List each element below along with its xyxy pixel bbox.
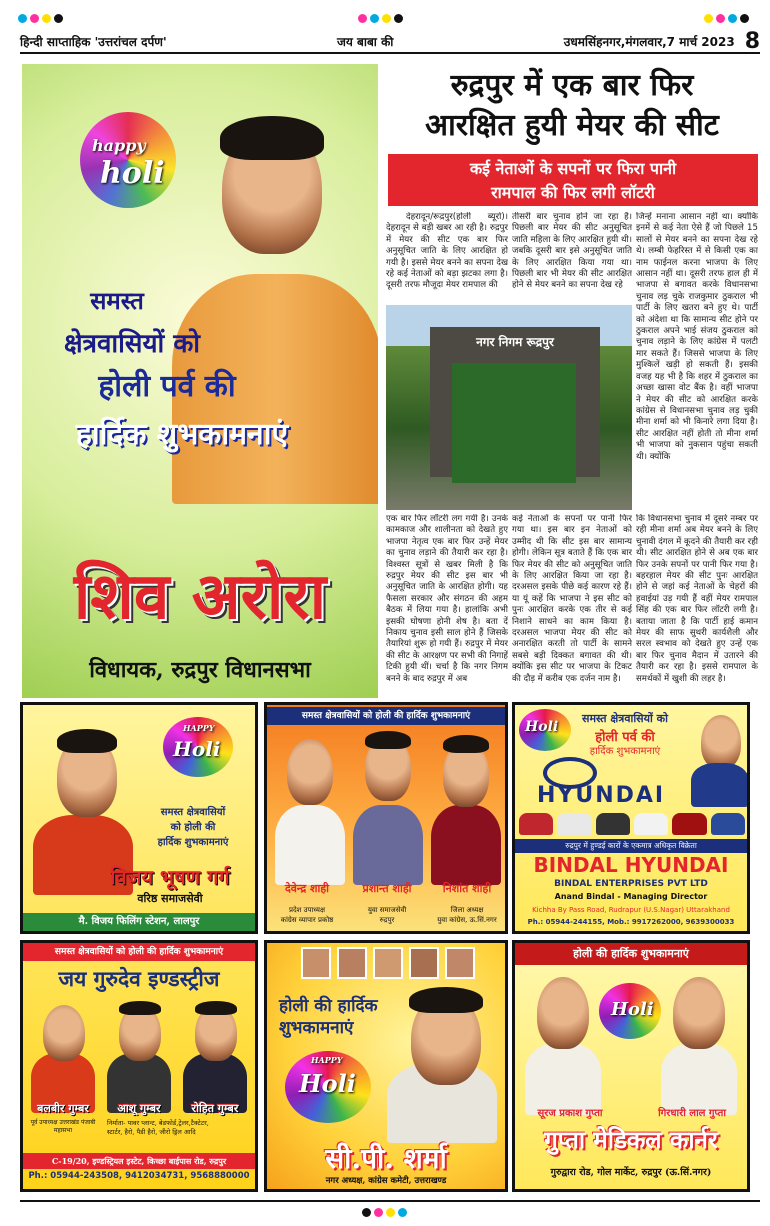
person-1-role-1: प्रदेश उपाध्यक्ष bbox=[288, 906, 326, 914]
person-2-hair bbox=[365, 731, 411, 749]
person-3-body bbox=[431, 805, 501, 885]
person-3-role bbox=[427, 905, 507, 925]
vbg-name: विजय भूषण गर्ग bbox=[110, 865, 230, 889]
headline bbox=[384, 66, 760, 146]
jai-banner: समस्त क्षेत्रवासियों को होली की हार्दिक शुभकामनाएं bbox=[23, 943, 255, 961]
happy-text: happy bbox=[92, 136, 146, 155]
greeting-line-1: समस्त bbox=[90, 286, 144, 315]
person-2-role bbox=[347, 905, 427, 925]
greeting-line-3: होली पर्व की bbox=[98, 369, 236, 404]
hyundai-greeting-3: हार्दिक शुभकामनाएं bbox=[589, 746, 661, 757]
gupta-medical-ad bbox=[512, 940, 750, 1192]
subheadline-box bbox=[388, 154, 758, 206]
cp-greeting-2: शुभकामनाएं bbox=[279, 1018, 354, 1038]
registration-dots-bottom bbox=[362, 1208, 407, 1217]
photo-sign-text: नगर निगम रूद्रपुर bbox=[476, 335, 554, 349]
md-portrait-body bbox=[691, 763, 749, 807]
cp-greeting-1: होली की हार्दिक bbox=[279, 996, 378, 1016]
vbg-greeting-1: समस्त क्षेत्रवासियों bbox=[160, 807, 226, 818]
hyundai-tagline: रुद्रपुर में हुण्डई कारों के एकमात्र अधिकृत विक्रेता bbox=[515, 839, 747, 853]
vbg-footer: मै. विजय फिलिंग स्टेशन, लालपुर bbox=[23, 913, 255, 931]
article-col-2: तीसरी बार चुनाव होने जा रहा है। पिछली बार मेयर की सीट अनुसूचित जाति महिला के लिए आरक्षित हुयी थी। जबकि दूसरी बार इसे अनुसूचित जाति के लिए आरक्षित किया गया था। पिछली बार भी मेयर की सीट आरक्षित होने से मेयर बनने का सपना देख रहे bbox=[512, 212, 632, 291]
car-row bbox=[519, 813, 745, 835]
vbg-greeting-2: को होली की bbox=[170, 822, 216, 833]
jai-address: C-19/20, इण्डस्ट्रियल इस्टेट, किच्छा बाईपास रोड, रुद्रपुर bbox=[23, 1153, 255, 1169]
hyundai-greeting-2: होली पर्व की bbox=[595, 730, 655, 745]
person-1-face bbox=[287, 739, 333, 805]
headline-line-1: रुद्रपुर में एक बार फिर bbox=[450, 68, 694, 103]
registration-dots-center bbox=[358, 14, 403, 23]
subheadline-2: रामपाल की फिर लगी लॉटरी bbox=[491, 183, 655, 202]
bottom-rule bbox=[20, 1200, 760, 1202]
article-col-5: कई नेताओं के सपनों पर पानी फिर गया था। इस बार इन नेताओं को उम्मीद थी कि सीट इस बार सामान्य होगी। लेकिन सूत्र बताते हैं कि एक बार फिर मेयर की सीट को अनुसूचित जाति के लिए आरक्षित किया जा रहा है। दरअसल इसके पीछे कई कारण रहे हैं। या यूं कहें कि भाजपा ने इस सीट को पुनः आरक्षित करके एक तीर से कई निशाने साधने का काम किया है। दरअसल भाजपा मेयर की सीट को अनारक्षित करती तो पार्टी के सामने सबसे बड़ी दिक्कत बगावत की थी। क्योंकि इस सीट पर भाजपा के टिकट की दौड़ में करीब एक दर्जन नाम है। bbox=[512, 514, 632, 684]
person-2-body bbox=[353, 805, 423, 885]
cp-sharma-ad bbox=[264, 940, 508, 1192]
jai-company-name: जय गुरुदेव इण्डस्ट्रीज bbox=[58, 966, 220, 991]
header-center-text: जय बाबा की bbox=[336, 34, 394, 49]
person-3-hair bbox=[195, 1001, 237, 1015]
subheadline-1: कई नेताओं के सपनों पर फिरा पानी bbox=[469, 159, 677, 178]
person-1-role-2: कांग्रेस व्यापार प्रकोष्ठ bbox=[280, 916, 334, 924]
person-1-face bbox=[43, 1005, 85, 1061]
person-3-hair bbox=[443, 735, 489, 753]
bindal-hyundai-ad bbox=[512, 702, 750, 934]
bindal-person: Anand Bindal - Managing Director bbox=[554, 892, 708, 901]
shahi-banner: समस्त क्षेत्रवासियों को होली की हार्दिक शुभकामनाएं bbox=[267, 707, 505, 725]
cp-greeting bbox=[279, 995, 419, 1039]
vbg-greeting bbox=[131, 805, 255, 850]
cp-portrait-hair bbox=[409, 987, 483, 1013]
happy-text: HAPPY bbox=[311, 1055, 343, 1065]
person-1-face bbox=[537, 977, 589, 1049]
cp-name: सी.पी. शर्मा bbox=[325, 1142, 447, 1175]
registration-dots-right bbox=[704, 14, 749, 23]
jai-phone: Ph.: 05944-243508, 9412034731, 9568880000 bbox=[28, 1171, 250, 1181]
hyundai-greeting-1: समस्त क्षेत्रवासियों को bbox=[582, 712, 668, 725]
jai-person-3: रोहित गुम्बर bbox=[191, 1102, 239, 1115]
headline-line-2: आरक्षित हुयी मेयर की सीट bbox=[425, 108, 719, 143]
jai-products bbox=[107, 1119, 253, 1137]
person-3-name: निशांत शाही bbox=[442, 882, 492, 895]
bindal-address: Kichha By Pass Road, Rudrapur (U.S.Nagar) Uttarakhand bbox=[532, 906, 730, 914]
person-1-body bbox=[275, 805, 345, 885]
gupta-person-2: गिरधारी लाल गुप्ता bbox=[658, 1108, 726, 1119]
bindal-hyundai-name: BINDAL HYUNDAI bbox=[533, 853, 729, 877]
person-2-role-1: युवा समाजसेवी bbox=[367, 906, 407, 914]
jai-person-2: आशू गुम्बर bbox=[117, 1102, 161, 1115]
article-col-6: कि विधानसभा चुनाव में दूसरे नम्बर पर रही मीना शर्मा अब मेयर बनने के लिए चुनावी दंगल में कूदने की तैयारी कर रही थी। सीट आरक्षित होने से अब एक बार फिर उनके सपनों पर पानी फिर गया है। बहरहाल मेयर की सीट पुनः आरक्षित होने से जहां कई नेताओं के चेहरों की हवाईयां उड़ गयी हैं वहीं मेयर रामपाल सिंह की एक बार फिर लॉटरी लगी है। बताया जाता है कि पार्टी हाई कमान मेयर की साफ सुथरी कार्यशैली और सरल स्वभाव को देखते हुए उन्हें एक बार फिर चुनाव मैदान में उतारने की तैयारी कर रहा है। इससे रामपाल के समर्थकों में खुशी की लहर है। bbox=[636, 514, 758, 684]
newspaper-name: हिन्दी साप्ताहिक 'उत्तरांचल दर्पण' bbox=[20, 34, 167, 49]
page-header bbox=[20, 30, 760, 54]
gupta-address: गुरुद्वारा रोड, गोल मार्केट, रुद्रपुर (ऊ.सिं.नगर) bbox=[550, 1167, 712, 1178]
hyundai-brand: HYUNDAI bbox=[537, 783, 666, 808]
person-3-role-2: युवा कांग्रेस, ऊ.सिं.नगर bbox=[437, 916, 497, 924]
jai-person-1-role: पूर्व उपाध्यक्ष उत्तराखंड पंजाबी महासभा bbox=[30, 1119, 96, 1134]
jai-products-2: स्टार्टर, हैरो, पैडी हैरो, जीरो ड्रिल आदि bbox=[107, 1128, 196, 1136]
gupta-banner: होली की हार्दिक शुभकामनाएं bbox=[515, 943, 747, 965]
greeting-line-4: हार्दिक शुभकामनाएं bbox=[75, 417, 289, 452]
gate-archway bbox=[452, 363, 576, 483]
person-1-role bbox=[267, 905, 347, 925]
person-2-hair bbox=[119, 1001, 161, 1015]
vbg-role: वरिष्ठ समाजसेवी bbox=[137, 892, 203, 905]
header-date: उधमसिंहनगर,मंगलवार,7 मार्च 2023 bbox=[563, 34, 735, 49]
vijay-bhushan-garg-ad bbox=[20, 702, 258, 934]
person-2-role-2: रुद्रपुर bbox=[379, 916, 395, 924]
cp-role: नगर अध्यक्ष, कांग्रेस कमेटी, उत्तराखण्ड bbox=[325, 1176, 447, 1186]
holi-text: Holi bbox=[525, 719, 559, 735]
shahi-ad bbox=[264, 702, 508, 934]
article-col-1: देहरादून/रूद्रपुर(होली ब्यूरो)। देहरादून से बड़ी खबर आ रही है। रुद्रपुर में मेयर की सीट एक बार फिर अनुसूचित जाति के लिए आरक्षित हो गयी है। इससे मेयर बनने का सपना देख रहे कई नेताओं को बड़ा झटका लगा है। दूसरी तरफ मौजूदा मेयर रामपाल की bbox=[386, 212, 508, 291]
holi-text: Holi bbox=[299, 1069, 356, 1098]
greeting-line-2: क्षेत्रवासियों को bbox=[63, 329, 201, 359]
jai-person-1: बलबीर गुम्बर bbox=[37, 1102, 89, 1115]
person-2-face bbox=[673, 977, 725, 1049]
article-col-3: जिन्हें मनाना आसान नहीं था। क्योंकि इनमें से कई नेता ऐसे हैं जो पिछले 15 सालों से मेयर बनने का सपना देख रहे थे। लम्बी फेहरिस्त में से किसी एक का नाम फाईनल करना भाजपा के लिए आसान नहीं था। दूसरी तरफ हाल ही में भाजपा से बगावत करके विधानसभा चुनाव लड़ चुके राजकुमार ठुकराल भी पार्टी के लिए खतरा बने हुए थे। पार्टी को अंदेशा था कि सामान्य सीट होने पर ठुकराल अपने भाई संजय ठुकराल को चुनाव लड़ाने के लिए कांग्रेस में पलटी मार सकते हैं। जिससे भाजपा के लिए मुश्किलें खड़ी हो सकती हैं। इसकी वजह यह भी है कि शहर में ठुकराल का अच्छा खासा वोट बैंक है। वहीं भाजपा ने मेयर की सीट को आरक्षित करके कांग्रेस से विधानसभा चुनाव लड़ चुकी मीना शर्मा को भी किनारे लगा दिया है। सीट आरक्षित नहीं होती तो मीना शर्मा भी भाजपा को नुकसान पहुंचा सकती थी। क्योंकि bbox=[636, 212, 758, 462]
registration-dots-left bbox=[18, 14, 63, 23]
portrait-hair bbox=[220, 116, 324, 160]
nagar-nigam-photo bbox=[386, 305, 632, 510]
jai-products-1: निर्माता- पावर प्लान्ट, बेडफोर्ड,ट्रेलर,टैक्टेटर, bbox=[107, 1119, 209, 1127]
happy-text: HAPPY bbox=[183, 723, 215, 733]
md-portrait-face bbox=[701, 715, 741, 769]
leader-photos-row bbox=[277, 947, 499, 983]
person-3-role-1: जिला अध्यक्ष bbox=[450, 906, 484, 914]
holi-text: Holi bbox=[173, 737, 221, 761]
holi-text: holi bbox=[100, 156, 165, 191]
page-number: 8 bbox=[744, 28, 760, 54]
article-col-4: एक बार फिर लॉटरी लग गयी है। उनके कामकाज और शालीनता को देखते हुए भाजपा नेतृत्व एक बार फिर उन्हें मेयर का चुनाव लड़ाने की तैयारी कर रहा है। विश्वस्त सूत्रों से खबर मिली है कि रुद्रपुर मेयर की सीट इस बार भी अनुसूचित जाति के आरक्षित होगी। यह फैसला सरकार और संगठन की अहम बैठक में लिया गया है। हालांकि अभी इसकी घोषणा होनी शेष है। बता दें निकाय चुनाव इसी साल होने हैं जिसके तैयारियां शुरू हो गयी हैं। रुद्रपुर में मेयर की सीट के आरक्षण पर सभी की निगाहें टिकी हुयी थीं। चर्चा है कि नगर निगम बनने के बाद रुद्रपुर में अब bbox=[386, 514, 508, 684]
bindal-phone: Ph.: 05944-244155, Mob.: 9917262000, 9639300033 bbox=[527, 918, 735, 926]
jai-gurudev-ad bbox=[20, 940, 258, 1192]
shiv-arora-ad bbox=[22, 64, 378, 698]
person-1-name: देवेन्द्र शाही bbox=[284, 882, 330, 895]
gupta-person-1: सूरज प्रकाश गुप्ता bbox=[537, 1108, 603, 1119]
holi-text: Holi bbox=[611, 999, 654, 1020]
main-ad-name: शिव अरोरा bbox=[73, 559, 327, 634]
portrait-hair bbox=[57, 729, 117, 753]
gupta-name: गुप्ता मेडिकल कार्नर bbox=[544, 1125, 718, 1154]
bindal-company: BINDAL ENTERPRISES PVT LTD bbox=[554, 879, 708, 889]
vbg-greeting-3: हार्दिक शुभकामनाएं bbox=[157, 837, 229, 848]
main-ad-title: विधायक, रुद्रपुर विधानसभा bbox=[89, 657, 311, 683]
person-2-name: प्रशान्त शाही bbox=[362, 882, 412, 895]
